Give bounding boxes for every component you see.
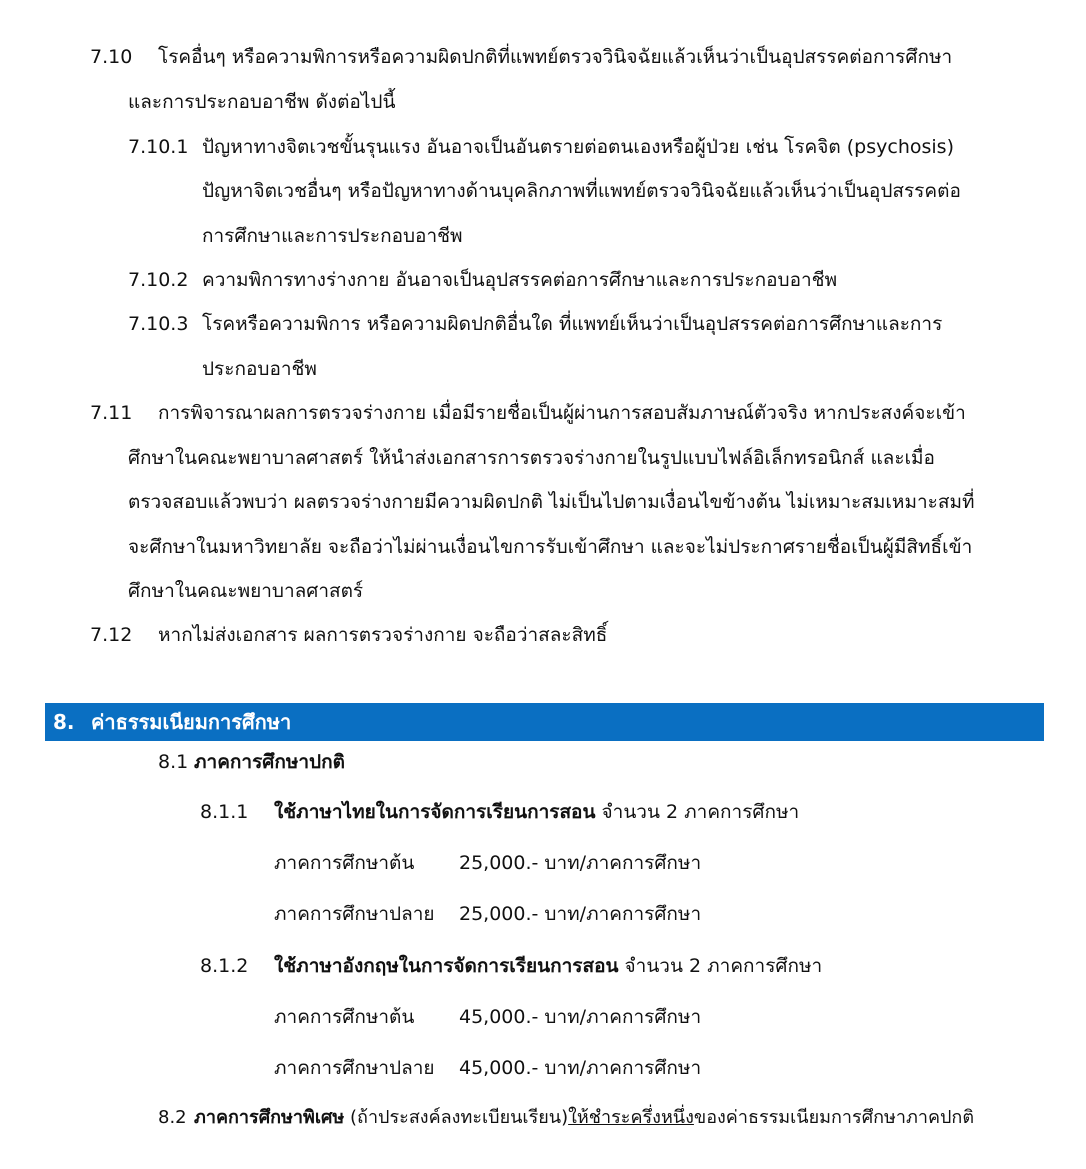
term-fee: 25,000.- บาท/ภาคการศึกษา [459,852,702,874]
section-title: ค่าธรรมเนียมการศึกษา [91,710,292,734]
item-text: ของค่าธรรมเนียมการศึกษาภาคปกติ [693,1107,975,1128]
term-label: ภาคการศึกษาปลาย [274,903,435,925]
item-7-11-line-5: ศึกษาในคณะพยาบาลศาสตร์ [128,580,364,602]
fee-row-thai-second-term [274,899,701,929]
item-number: 7.10.1 [128,136,189,158]
item-number: 8.1.2 [200,955,249,977]
item-title: ใช้ภาษาไทยในการจัดการเรียนการสอน [274,801,596,823]
item-number: 7.10 [90,46,133,68]
item-7-11-line-1 [90,398,966,428]
fee-row-thai-first-term [274,848,701,878]
item-7-11-line-3: ตรวจสอบแล้วพบว่า ผลตรวจร่างกายมีความผิดปกติ ไม่เป็นไปตามเงื่อนไขข้างต้น ไม่เหมาะสมเหมาะสมที่ [128,491,975,513]
item-8-1 [158,747,345,777]
item-text: โรคอื่นๆ หรือความพิการหรือความผิดปกติที่แพทย์ตรวจวินิจฉัยแล้วเห็นว่าเป็นอุปสรรคต่อการศึกษา [158,46,953,68]
item-number: 8.1 [158,751,189,773]
item-title: ใช้ภาษาอังกฤษในการจัดการเรียนการสอน [274,955,619,977]
item-number: 7.11 [90,402,133,424]
item-7-10-3-line-1 [128,309,942,339]
item-title: ภาคการศึกษาพิเศษ [194,1107,345,1128]
term-fee: 45,000.- บาท/ภาคการศึกษา [459,1006,702,1028]
term-fee: 25,000.- บาท/ภาคการศึกษา [459,903,702,925]
item-7-10-3-line-2: ประกอบอาชีพ [202,358,317,380]
item-number: 7.10.2 [128,269,189,291]
term-fee: 45,000.- บาท/ภาคการศึกษา [459,1057,702,1079]
item-text: หากไม่ส่งเอกสาร ผลการตรวจร่างกาย จะถือว่าสละสิทธิ์ [158,624,608,646]
item-text: โรคหรือความพิการ หรือความผิดปกติอื่นใด ที่แพทย์เห็นว่าเป็นอุปสรรคต่อการศึกษาและการ [202,313,943,335]
item-underlined: ให้ชำระครึ่งหนึ่ง [568,1107,694,1128]
item-number: 8.2 [158,1107,187,1128]
item-paren: (ถ้าประสงค์ลงทะเบียนเรียน) [350,1107,569,1128]
item-text: การพิจารณาผลการตรวจร่างกาย เมื่อมีรายชื่อเป็นผู้ผ่านการสอบสัมภาษณ์ตัวจริง หากประสงค์จะเข้า [158,402,966,424]
fee-row-english-first-term [274,1002,701,1032]
item-7-10-2-line-1 [128,265,837,295]
item-number: 7.12 [90,624,133,646]
section-8-heading [45,703,1044,741]
item-7-12-line-1 [90,620,607,650]
item-text: ความพิการทางร่างกาย อันอาจเป็นอุปสรรคต่อการศึกษาและการประกอบอาชีพ [202,269,838,291]
item-7-11-line-4: จะศึกษาในมหาวิทยาลัย จะถือว่าไม่ผ่านเงื่อนไขการรับเข้าศึกษา และจะไม่ประกาศรายชื่อเป็นผู้มีสิทธิ์เข้า [128,536,973,558]
item-number: 8.1.1 [200,801,249,823]
item-7-10-1-line-3: การศึกษาและการประกอบอาชีพ [202,225,463,247]
item-7-10-1-line-1 [128,132,954,162]
item-text: จำนวน 2 ภาคการศึกษา [601,801,800,823]
item-title: ภาคการศึกษาปกติ [194,751,345,773]
item-8-1-2 [200,951,822,981]
item-7-11-line-2: ศึกษาในคณะพยาบาลศาสตร์ ให้นำส่งเอกสารการตรวจร่างกายในรูปแบบไฟล์อิเล็กทรอนิกส์ และเมื่อ [128,447,935,469]
item-7-10-line-2: และการประกอบอาชีพ ดังต่อไปนี้ [128,91,396,113]
item-text: จำนวน 2 ภาคการศึกษา [624,955,823,977]
item-8-1-1 [200,797,799,827]
item-text: ปัญหาทางจิตเวชขั้นรุนแรง อันอาจเป็นอันตรายต่อตนเองหรือผู้ป่วย เช่น โรคจิต (psychosis) [202,136,954,158]
term-label: ภาคการศึกษาต้น [274,852,415,874]
item-7-10-1-line-2: ปัญหาจิตเวชอื่นๆ หรือปัญหาทางด้านบุคลิกภาพที่แพทย์ตรวจวินิจฉัยแล้วเห็นว่าเป็นอุปสรรคต่อ [202,180,961,202]
term-label: ภาคการศึกษาปลาย [274,1057,435,1079]
section-number: 8. [53,710,75,734]
item-number: 7.10.3 [128,313,189,335]
item-7-10-line-1 [90,42,952,72]
term-label: ภาคการศึกษาต้น [274,1006,415,1028]
item-8-2 [158,1103,974,1133]
fee-row-english-second-term [274,1053,701,1083]
